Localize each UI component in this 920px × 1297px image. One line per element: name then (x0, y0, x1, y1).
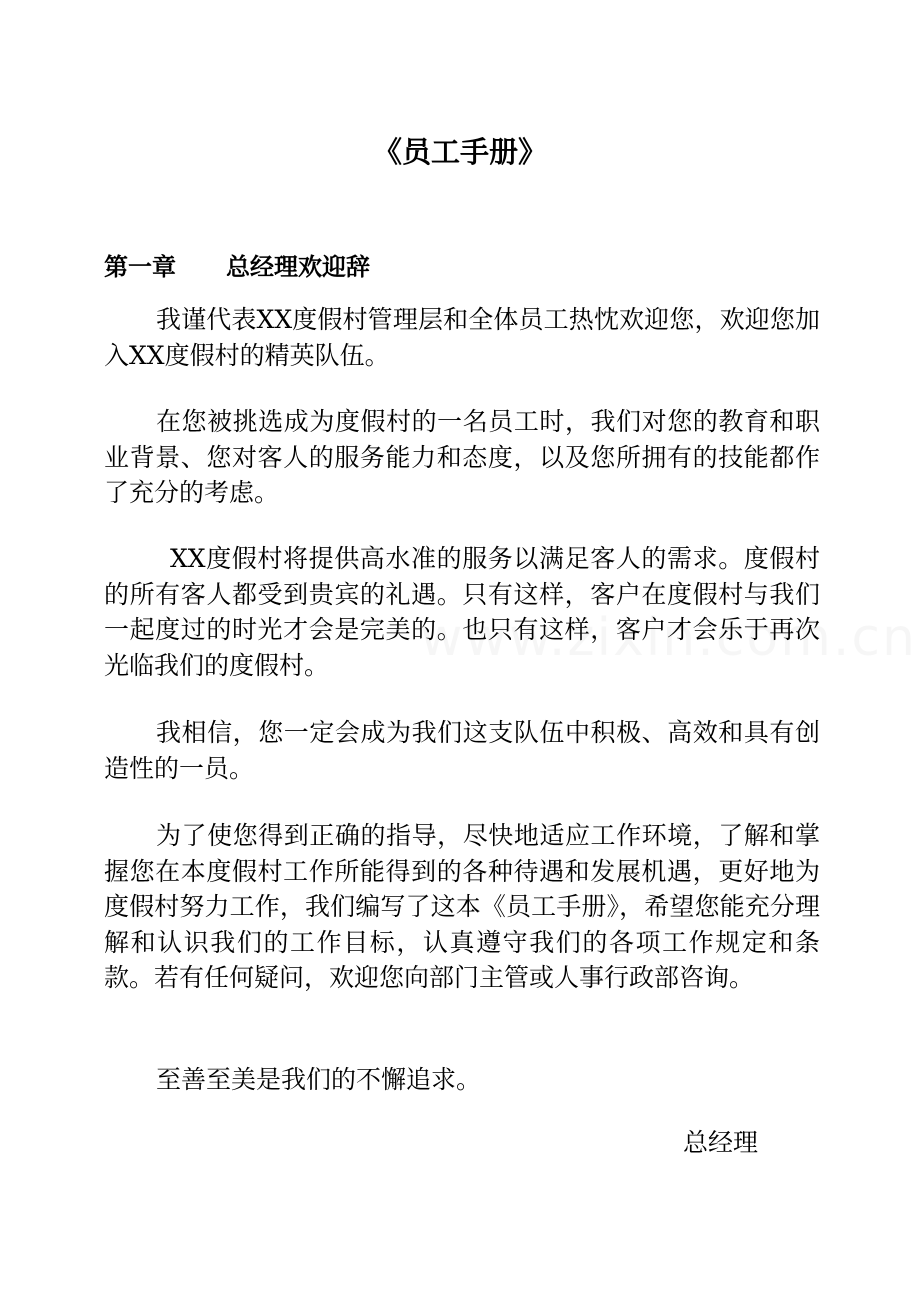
document-title: 《员工手册》 (372, 135, 547, 169)
chapter-heading (104, 250, 370, 284)
paragraph-welcome: 我谨代表XX度假村管理层和全体员工热忱欢迎您，欢迎您加入XX度假村的精英队伍。 (104, 305, 820, 370)
paragraph-handbook-purpose: 为了使您得到正确的指导，尽快地适应工作环境，了解和掌握您在本度假村工作所能得到的各种待遇和发展机遇，更好地为度假村努力工作，我们编写了这本《员工手册》，希望您能充分理解和认识我们的工作目标，认真遵守我们的各项工作规定和条款。若有任何疑问，欢迎您向部门主管或人事行政部咨询。 (104, 821, 820, 992)
chapter-title: 总经理欢迎辞 (226, 252, 370, 281)
paragraph-motto: 至善至美是我们的不懈追求。 (156, 1065, 482, 1094)
chapter-number: 第一章 (104, 252, 176, 281)
paragraph-belief: 我相信，您一定会成为我们这支队伍中积极、高效和具有创造性的一员。 (104, 718, 820, 783)
signature: 总经理 (683, 1128, 759, 1157)
paragraph-service: XX度假村将提供高水准的服务以满足客人的需求。度假村的所有客人都受到贵宾的礼遇。只有这样，客户在度假村与我们一起度过的时光才会是完美的。也只有这样，客户才会乐于再次光临我们的度假村。 (104, 544, 820, 680)
paragraph-selection: 在您被挑选成为度假村的一名员工时，我们对您的教育和职业背景、您对客人的服务能力和态度，以及您所拥有的技能都作了充分的考虑。 (104, 407, 820, 507)
